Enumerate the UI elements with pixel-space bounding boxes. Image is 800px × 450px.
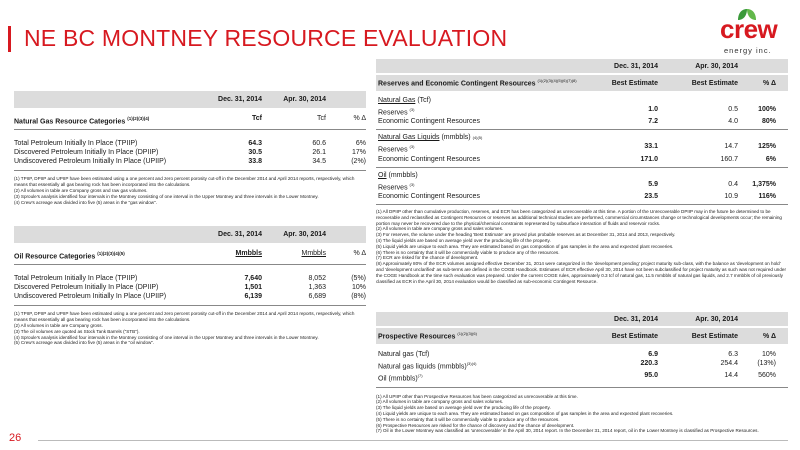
column-header-apr-2014: Apr. 30, 2014 bbox=[695, 315, 738, 323]
table-row: Economic Contingent Resources 7.2 4.0 80% bbox=[378, 118, 776, 126]
table-row: Natural gas (Tcf) 6.9 6.3 10% bbox=[378, 351, 776, 358]
table-header bbox=[14, 91, 366, 108]
footnotes: (1) All UPIIP other than Prospective Resources has been categorized as unrecoverable at this time. (2) All volumes in table are company gross and sales volumes. (3) The liquid yields are based on average yield over the producing life of the property. (4) Liquid yields are unique to each area. They are estimated based on gas composition of gas samples in the area and expected plant recoveries. (5) There is no certainty that it will be commercially viable to produce any of the resources. (6) Prospective Resources are risked for the chance of discovery and the chance of development. (7) Oil in the Lower Montney was classified as 'unrecoverable' in the April 30, 2014 report. In the December 31, 2014 report, oil in the Lower Montney is classified as Prospective Resources. bbox=[376, 393, 759, 434]
table-header-dates bbox=[376, 312, 788, 326]
table-row: Discovered Petroleum Initially In Place (DPIIP) 30.5 26.1 17% bbox=[14, 149, 366, 157]
unit-label: Mmbbls bbox=[235, 250, 262, 257]
unit-label: Best Estimate bbox=[611, 332, 658, 340]
table-row: Reserves $^{(3)}$ 1.0 0.5 100% bbox=[378, 106, 776, 117]
resource-group: Natural Gas Liquids (mmbbls) (4)(5) Reserves $^{(3)}$ 33.1 14.7 125% Economic Contingent Resources 171.0 160.7 6% bbox=[376, 133, 788, 163]
table-row: Reserves $^{(3)}$ 5.9 0.4 1,375% bbox=[378, 180, 776, 191]
unit-label: Best Estimate bbox=[691, 332, 738, 340]
category-footnotes: (1)(2)(3)(4)(5)(6)(7)(8) bbox=[537, 78, 577, 84]
table-header-units bbox=[376, 328, 788, 344]
footnotes: (1) All DPIIP other than cumulative production, reserves, and ECR has been categorized as unrecoverable at this time. A portion of the Unrecoverable DPIIP may in the future be determined to be recoverable and reclassified as Contingent Resources or reserves as additional technical studies are performed, commercial circumstances change or technological developments occur; the remaining portion may never be recovered due to the physical/chemical constraints represented by subsurface interaction of fluids and reservoir rocks. (2) All volumes in table are company gross and sales volumes. (3) For reserves, the volume under the heading 'Best Estimate' are proved plus probable reserves as at December 31, 2014 and 2013, respectively. (4) The liquid yields are based on average yield over the producing life of the property. (5) Liquid yields are unique to each area. They are estimated based on gas composition of gas samples in the area and expected plant recoveries. (6) There is no certainty that it will be commercially viable to produce any of the resources. (7) ECR are risked for the chance of development. (8) Approximately 80% of the ECR volumes assigned effective December 31, 2014 were categorized in the 'development pending' project maturity sub-class, with the balance as 'development on hold' and 'development unclarified' as sub-terms are defined in the COGE Handbook. Estimates of ECR effective April 30, 2014 have not been subclassified for project maturity as such was not required under the COGE Handbook at the time such evaluation was prepared. Under the current COGE rules, approximately 0.3 tcf of natural gas, 11.5 mmbbls of natural gas liquids, and 2.7 mmbbls of oil previously classified as ECR in the April 30, 2014 evaluation would be classified as sub-economic Contingent Resource. bbox=[376, 208, 786, 284]
table-row: Undiscovered Petroleum Initially In Place (UPIIP) 33.8 34.5 (2%) bbox=[14, 158, 366, 166]
table-row: Discovered Petroleum Initially In Place (DPIIP) 1,501 1,363 10% bbox=[14, 284, 366, 292]
divider bbox=[14, 129, 366, 130]
group-unit: (mmbbls) bbox=[441, 134, 471, 142]
group-name: Natural Gas Liquids bbox=[378, 134, 440, 142]
prospective-resources-table bbox=[376, 312, 788, 434]
logo-wordmark: crew bbox=[720, 14, 778, 44]
unit-label: % Δ bbox=[763, 79, 776, 87]
column-header-dec-2014: Dec. 31, 2014 bbox=[614, 62, 658, 70]
title-accent-bar bbox=[8, 26, 11, 52]
table-row: Economic Contingent Resources 23.5 10.9 116% bbox=[378, 192, 776, 200]
contingent-resources-table bbox=[376, 59, 788, 284]
oil-resource-table bbox=[14, 226, 366, 346]
group-name: Natural Gas bbox=[378, 97, 416, 104]
group-unit: (mmbbls) bbox=[388, 171, 418, 179]
table-row: Natural gas liquids (mmbbls)$^{(3)(4)}$ 220.3 254.4 (13%) bbox=[378, 360, 776, 371]
divider bbox=[376, 167, 788, 168]
category-label: Reserves and Economic Contingent Resources bbox=[378, 80, 536, 88]
logo-subtitle: energy inc. bbox=[724, 46, 772, 55]
footnotes: (1) TPIIP, DPIIP and UPIIP have been estimated using a one percent and zero percent porosity cut-off in the December 2014 and April 2014 reports, respectively, which means that essentially all gas bearing rock has been incorporated into the calculations. (2) All volumes in table are Company gross. (3) The oil volumes are quoted as Stock Tank Barrels ("STB"). (4) Sproule's analysis identified four intervals in the Montney consisting of one interval in the Upper Montney and three intervals in the Lower Montney. (5) Crew's acreage was divided into five (5) areas in the "oil window". bbox=[14, 311, 355, 346]
category-label: Oil Resource Categories bbox=[14, 253, 96, 261]
category-label: Natural Gas Resource Categories bbox=[14, 118, 126, 126]
page-number: 26 bbox=[9, 432, 22, 444]
slide-title: NE BC MONTNEY RESOURCE EVALUATION bbox=[24, 25, 508, 51]
divider bbox=[14, 170, 366, 171]
unit-row bbox=[14, 249, 366, 261]
unit-label: Tcf bbox=[252, 115, 262, 122]
unit-label: % Δ bbox=[353, 250, 366, 257]
divider bbox=[376, 387, 788, 388]
table-header-dates bbox=[376, 59, 788, 73]
table-row: Oil (mmbbls)$^{(7)}$ 95.0 14.4 560% bbox=[378, 372, 776, 383]
table-row: Reserves $^{(3)}$ 33.1 14.7 125% bbox=[378, 143, 776, 154]
category-footnotes: (1)(2)(3)(6) bbox=[457, 331, 477, 337]
gas-resource-table bbox=[14, 91, 366, 205]
column-header-apr-2014: Apr. 30, 2014 bbox=[283, 231, 326, 238]
column-header-dec-2014: Dec. 31, 2014 bbox=[218, 231, 262, 238]
footer-divider bbox=[38, 440, 788, 441]
column-header-dec-2014: Dec. 31, 2014 bbox=[218, 96, 262, 103]
table-row: Total Petroleum Initially In Place (TPIIP) 64.3 60.6 6% bbox=[14, 140, 366, 148]
divider bbox=[14, 305, 366, 306]
unit-label: Best Estimate bbox=[611, 79, 658, 87]
resource-group bbox=[376, 96, 788, 126]
resource-group bbox=[376, 171, 788, 201]
table-row: Total Petroleum Initially In Place (TPIIP) 7,640 8,052 (5%) bbox=[14, 275, 366, 283]
crew-logo bbox=[706, 8, 784, 56]
table-header bbox=[14, 226, 366, 243]
unit-label: % Δ bbox=[763, 332, 776, 340]
divider bbox=[376, 129, 788, 130]
unit-row bbox=[14, 114, 366, 126]
unit-label: Tcf bbox=[317, 115, 326, 122]
table-row: Undiscovered Petroleum Initially In Place (UPIIP) 6,139 6,689 (8%) bbox=[14, 293, 366, 301]
divider bbox=[376, 204, 788, 205]
category-footnotes: (1)(2)(3)(4) bbox=[127, 116, 150, 121]
footnotes: (1) TPIIP, DPIIP and UPIIP have been estimated using a one percent and zero percent porosity cut-off in the December 2014 and April 2014 reports, respectively, which means that essentially all gas bearing rock has been incorporated into the calculations. (2) All volumes in table are Company gross and raw gas volumes. (3) Sproule's analysis identified four intervals in the Montney consisting of one interval in the Upper Montney and three intervals in the Lower Montney. (4) Crew's acreage was divided into five (5) areas in the "gas window". bbox=[14, 176, 355, 205]
column-header-apr-2014: Apr. 30, 2014 bbox=[283, 96, 326, 103]
category-footnotes: (1)(2)(3)(4)(5) bbox=[97, 251, 125, 256]
group-unit: (Tcf) bbox=[417, 97, 431, 104]
group-name: Oil bbox=[378, 171, 387, 179]
table-row: Economic Contingent Resources 171.0 160.7 6% bbox=[378, 155, 776, 163]
category-label: Prospective Resources bbox=[378, 333, 456, 341]
unit-label: Mmbbls bbox=[301, 250, 326, 257]
table-header-units bbox=[376, 75, 788, 91]
column-header-dec-2014: Dec. 31, 2014 bbox=[614, 315, 658, 323]
divider bbox=[14, 264, 366, 265]
unit-label: Best Estimate bbox=[691, 79, 738, 87]
column-header-apr-2014: Apr. 30, 2014 bbox=[695, 62, 738, 70]
unit-label: % Δ bbox=[353, 115, 366, 122]
